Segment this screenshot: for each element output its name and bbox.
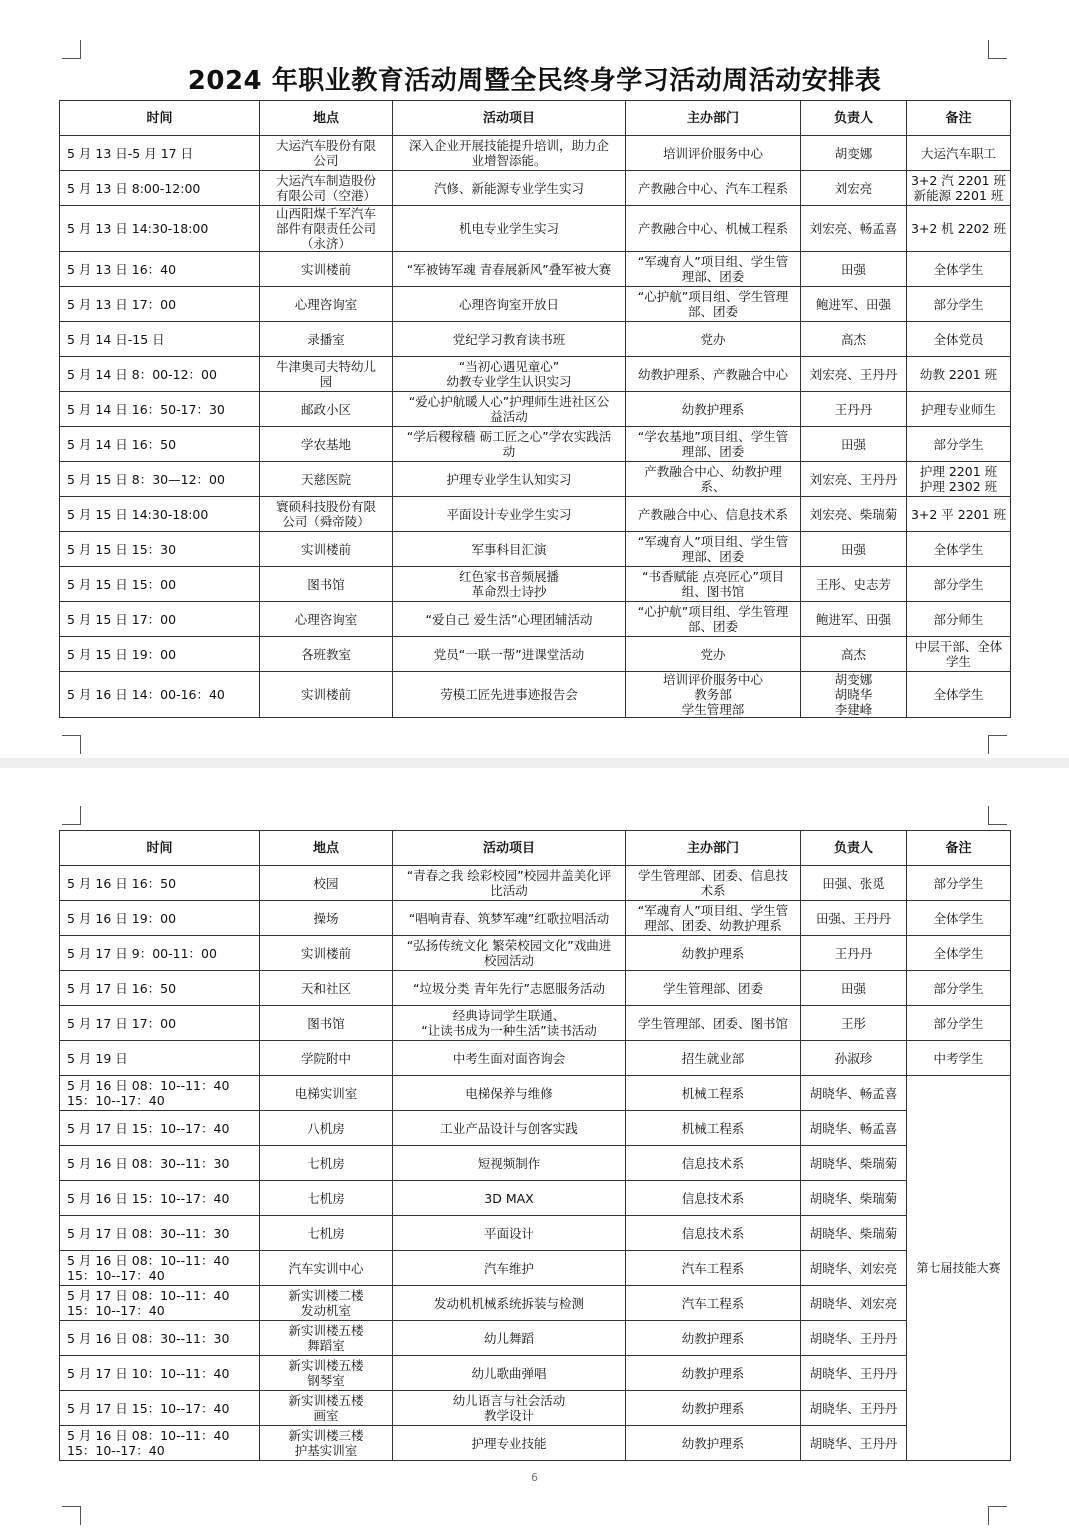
activity-cell: 幼儿舞蹈 xyxy=(393,1321,626,1356)
time-cell: 5 月 15 日 15：30 xyxy=(60,532,260,567)
table-row xyxy=(60,602,1011,637)
dept-cell: 汽车工程系 xyxy=(626,1251,801,1286)
dept-cell: “心护航”项目组、学生管理 部、团委 xyxy=(626,287,801,322)
note-cell: 全体学生 xyxy=(907,252,1011,287)
note-cell: 部分学生 xyxy=(907,971,1011,1006)
time-cell: 5 月 16 日 16：50 xyxy=(60,866,260,901)
dept-cell: “军魂育人”项目组、学生管 理部、团委 xyxy=(626,532,801,567)
place-cell: 录播室 xyxy=(260,322,393,357)
document-title: 2024 年职业教育活动周暨全民终身学习活动周活动安排表 xyxy=(187,66,882,96)
header-note: 备注 xyxy=(907,831,1011,866)
crop-mark xyxy=(62,40,81,59)
time-cell: 5 月 15 日 8：30—12：00 xyxy=(60,462,260,497)
time-cell: 5 月 14 日 8：00-12：00 xyxy=(60,357,260,392)
note-cell: 部分学生 xyxy=(907,866,1011,901)
time-cell: 5 月 17 日 08：10--11：40 15：10--17：40 xyxy=(60,1286,260,1321)
dept-cell: 汽车工程系 xyxy=(626,1286,801,1321)
note-cell: 部分师生 xyxy=(907,602,1011,637)
dept-cell: 培训评价服务中心 教务部 学生管理部 xyxy=(626,672,801,718)
owner-cell: 胡变娜 胡晓华 李建峰 xyxy=(801,672,907,718)
owner-cell: 高杰 xyxy=(801,322,907,357)
crop-mark xyxy=(988,40,1007,59)
table-row xyxy=(60,1076,1011,1111)
crop-mark xyxy=(988,806,1007,825)
owner-cell: 刘宏亮、王丹丹 xyxy=(801,462,907,497)
place-cell: 大运汽车制造股份 有限公司（空港） xyxy=(260,171,393,206)
dept-cell: “军魂育人”项目组、学生管 理部、团委 xyxy=(626,252,801,287)
note-cell: 3+2 平 2201 班 xyxy=(907,497,1011,532)
table-row xyxy=(60,1356,1011,1391)
note-cell: 全体学生 xyxy=(907,901,1011,936)
dept-cell: 培训评价服务中心 xyxy=(626,136,801,171)
header-place: 地点 xyxy=(260,101,393,136)
header-dept: 主办部门 xyxy=(626,831,801,866)
dept-cell: 幼教护理系、产教融合中心 xyxy=(626,357,801,392)
activity-cell: 红色家书音频展播 革命烈士诗抄 xyxy=(393,567,626,602)
dept-cell: “学农基地”项目组、学生管 理部、团委 xyxy=(626,427,801,462)
place-cell: 汽车实训中心 xyxy=(260,1251,393,1286)
activity-cell: 深入企业开展技能提升培训，助力企 业增智添能。 xyxy=(393,136,626,171)
table-row xyxy=(60,357,1011,392)
owner-cell: 刘宏亮、畅孟喜 xyxy=(801,206,907,252)
note-cell: 护理 2201 班 护理 2302 班 xyxy=(907,462,1011,497)
time-cell: 5 月 17 日 15：10--17：40 xyxy=(60,1391,260,1426)
time-cell: 5 月 16 日 08：30--11：30 xyxy=(60,1146,260,1181)
table-row xyxy=(60,1041,1011,1076)
table-row xyxy=(60,672,1011,718)
dept-cell: “书香赋能 点亮匠心”项目 组、图书馆 xyxy=(626,567,801,602)
table-row xyxy=(60,1426,1011,1461)
dept-cell: 党办 xyxy=(626,322,801,357)
time-cell: 5 月 14 日-15 日 xyxy=(60,322,260,357)
time-cell: 5 月 15 日 15：00 xyxy=(60,567,260,602)
place-cell: 大运汽车股份有限 公司 xyxy=(260,136,393,171)
place-cell: 七机房 xyxy=(260,1146,393,1181)
note-cell: 中层干部、全体 学生 xyxy=(907,637,1011,672)
owner-cell: 田强 xyxy=(801,971,907,1006)
table-row xyxy=(60,1321,1011,1356)
owner-cell: 胡晓华、柴瑞菊 xyxy=(801,1181,907,1216)
dept-cell: 党办 xyxy=(626,637,801,672)
place-cell: 新实训楼五楼 画室 xyxy=(260,1391,393,1426)
place-cell: 实训楼前 xyxy=(260,532,393,567)
crop-mark xyxy=(988,1506,1007,1525)
activity-cell: 幼儿语言与社会活动 教学设计 xyxy=(393,1391,626,1426)
activity-cell: 工业产品设计与创客实践 xyxy=(393,1111,626,1146)
activity-cell: “青春之我 绘彩校园”校园井盖美化评 比活动 xyxy=(393,866,626,901)
table-row xyxy=(60,1216,1011,1251)
time-cell: 5 月 15 日 14:30-18:00 xyxy=(60,497,260,532)
place-cell: 操场 xyxy=(260,901,393,936)
owner-cell: 田强、王丹丹 xyxy=(801,901,907,936)
place-cell: 心理咨询室 xyxy=(260,287,393,322)
header-owner: 负责人 xyxy=(801,831,907,866)
dept-cell: “心护航”项目组、学生管理 部、团委 xyxy=(626,602,801,637)
table-row xyxy=(60,427,1011,462)
activity-cell: 汽修、新能源专业学生实习 xyxy=(393,171,626,206)
note-cell: 全体学生 xyxy=(907,532,1011,567)
activity-cell: 3D MAX xyxy=(393,1181,626,1216)
dept-cell: 机械工程系 xyxy=(626,1111,801,1146)
crop-mark xyxy=(62,806,81,825)
activity-cell: 汽车维护 xyxy=(393,1251,626,1286)
note-cell: 大运汽车职工 xyxy=(907,136,1011,171)
table-row xyxy=(60,171,1011,206)
table-row xyxy=(60,1111,1011,1146)
activity-cell: 护理专业学生认知实习 xyxy=(393,462,626,497)
dept-cell: 幼教护理系 xyxy=(626,1321,801,1356)
activity-cell: 机电专业学生实习 xyxy=(393,206,626,252)
activity-cell: “爱心护航暖人心”护理师生进社区公 益活动 xyxy=(393,392,626,427)
note-cell: 全体学生 xyxy=(907,672,1011,718)
owner-cell: 田强、张觅 xyxy=(801,866,907,901)
owner-cell: 孙淑珍 xyxy=(801,1041,907,1076)
time-cell: 5 月 17 日 08：30--11：30 xyxy=(60,1216,260,1251)
header-time: 时间 xyxy=(60,101,260,136)
place-cell: 学农基地 xyxy=(260,427,393,462)
schedule-table-1 xyxy=(59,100,1011,718)
dept-cell: 学生管理部、团委、图书馆 xyxy=(626,1006,801,1041)
activity-cell: 中考生面对面咨询会 xyxy=(393,1041,626,1076)
owner-cell: 胡晓华、柴瑞菊 xyxy=(801,1216,907,1251)
activity-cell: 党员“一联一帮”进课堂活动 xyxy=(393,637,626,672)
dept-cell: 机械工程系 xyxy=(626,1076,801,1111)
header-activity: 活动项目 xyxy=(393,831,626,866)
time-cell: 5 月 17 日 10：10--11：40 xyxy=(60,1356,260,1391)
place-cell: 山西阳煤千军汽车 部件有限责任公司 （永济） xyxy=(260,206,393,252)
activity-cell: “唱响青春、筑梦军魂”红歌拉唱活动 xyxy=(393,901,626,936)
dept-cell: 幼教护理系 xyxy=(626,1356,801,1391)
owner-cell: 胡晓华、王丹丹 xyxy=(801,1391,907,1426)
place-cell: 心理咨询室 xyxy=(260,602,393,637)
table-row xyxy=(60,322,1011,357)
dept-cell: 幼教护理系 xyxy=(626,936,801,971)
owner-cell: 刘宏亮、柴瑞菊 xyxy=(801,497,907,532)
note-cell: 中考学生 xyxy=(907,1041,1011,1076)
owner-cell: 胡晓华、王丹丹 xyxy=(801,1321,907,1356)
contest-note-cell: 第七届技能大赛 xyxy=(907,1076,1011,1461)
activity-cell: “学后稷稼穑 砺工匠之心”学农实践活 动 xyxy=(393,427,626,462)
owner-cell: 王丹丹 xyxy=(801,936,907,971)
dept-cell: 产教融合中心、信息技术系 xyxy=(626,497,801,532)
crop-mark xyxy=(62,735,81,754)
table-row xyxy=(60,1006,1011,1041)
note-cell: 部分学生 xyxy=(907,287,1011,322)
table-row xyxy=(60,136,1011,171)
place-cell: 实训楼前 xyxy=(260,672,393,718)
table-row xyxy=(60,287,1011,322)
owner-cell: 胡晓华、王丹丹 xyxy=(801,1426,907,1461)
place-cell: 牛津奥司夫特幼儿 园 xyxy=(260,357,393,392)
dept-cell: 幼教护理系 xyxy=(626,392,801,427)
document-page-2 xyxy=(0,768,1069,1531)
activity-cell: 电梯保养与维修 xyxy=(393,1076,626,1111)
table-row xyxy=(60,497,1011,532)
note-cell: 全体学生 xyxy=(907,936,1011,971)
activity-cell: 幼儿歌曲弹唱 xyxy=(393,1356,626,1391)
table-row xyxy=(60,637,1011,672)
place-cell: 天慈医院 xyxy=(260,462,393,497)
place-cell: 新实训楼五楼 舞蹈室 xyxy=(260,1321,393,1356)
time-cell: 5 月 13 日 8:00-12:00 xyxy=(60,171,260,206)
place-cell: 七机房 xyxy=(260,1216,393,1251)
time-cell: 5 月 13 日-5 月 17 日 xyxy=(60,136,260,171)
table-row xyxy=(60,1146,1011,1181)
place-cell: 校园 xyxy=(260,866,393,901)
activity-cell: 经典诗词学生联通、 “让读书成为一种生活”读书活动 xyxy=(393,1006,626,1041)
time-cell: 5 月 16 日 15：10--17：40 xyxy=(60,1181,260,1216)
dept-cell: 信息技术系 xyxy=(626,1146,801,1181)
table-row xyxy=(60,1181,1011,1216)
activity-cell: “爱自己 爱生活”心理团辅活动 xyxy=(393,602,626,637)
activity-cell: 平面设计专业学生实习 xyxy=(393,497,626,532)
time-cell: 5 月 17 日 16：50 xyxy=(60,971,260,1006)
document-page-1 xyxy=(0,0,1069,758)
table-row xyxy=(60,392,1011,427)
time-cell: 5 月 16 日 08：30--11：30 xyxy=(60,1321,260,1356)
place-cell: 实训楼前 xyxy=(260,252,393,287)
activity-cell: 军事科目汇演 xyxy=(393,532,626,567)
activity-cell: 劳模工匠先进事迹报告会 xyxy=(393,672,626,718)
note-cell: 部分学生 xyxy=(907,1006,1011,1041)
dept-cell: 产教融合中心、幼教护理 系、 xyxy=(626,462,801,497)
owner-cell: 田强 xyxy=(801,427,907,462)
owner-cell: 田强 xyxy=(801,252,907,287)
dept-cell: 学生管理部、团委 xyxy=(626,971,801,1006)
place-cell: 八机房 xyxy=(260,1111,393,1146)
place-cell: 新实训楼五楼 钢琴室 xyxy=(260,1356,393,1391)
table-row xyxy=(60,567,1011,602)
time-cell: 5 月 15 日 17：00 xyxy=(60,602,260,637)
activity-cell: “弘扬传统文化 繁荣校园文化”戏曲进 校园活动 xyxy=(393,936,626,971)
activity-cell: 党纪学习教育读书班 xyxy=(393,322,626,357)
owner-cell: 王彤 xyxy=(801,1006,907,1041)
owner-cell: 田强 xyxy=(801,532,907,567)
dept-cell: 产教融合中心、机械工程系 xyxy=(626,206,801,252)
activity-cell: 短视频制作 xyxy=(393,1146,626,1181)
table-row xyxy=(60,462,1011,497)
place-cell: 图书馆 xyxy=(260,567,393,602)
time-cell: 5 月 16 日 14：00-16：40 xyxy=(60,672,260,718)
owner-cell: 王彤、史志芳 xyxy=(801,567,907,602)
dept-cell: 产教融合中心、汽车工程系 xyxy=(626,171,801,206)
activity-cell: “当初心遇见童心” 幼教专业学生认识实习 xyxy=(393,357,626,392)
table-row xyxy=(60,1391,1011,1426)
place-cell: 实训楼前 xyxy=(260,936,393,971)
note-cell: 全体党员 xyxy=(907,322,1011,357)
time-cell: 5 月 15 日 19：00 xyxy=(60,637,260,672)
owner-cell: 鲍进军、田强 xyxy=(801,287,907,322)
table-row xyxy=(60,252,1011,287)
note-cell: 部分学生 xyxy=(907,567,1011,602)
note-cell: 护理专业师生 xyxy=(907,392,1011,427)
time-cell: 5 月 16 日 08：10--11：40 15：10--17：40 xyxy=(60,1251,260,1286)
table-header-row xyxy=(60,101,1011,136)
dept-cell: 学生管理部、团委、信息技 术系 xyxy=(626,866,801,901)
table-row xyxy=(60,936,1011,971)
owner-cell: 刘宏亮 xyxy=(801,171,907,206)
owner-cell: 胡晓华、王丹丹 xyxy=(801,1356,907,1391)
owner-cell: 王丹丹 xyxy=(801,392,907,427)
owner-cell: 高杰 xyxy=(801,637,907,672)
dept-cell: 信息技术系 xyxy=(626,1181,801,1216)
header-owner: 负责人 xyxy=(801,101,907,136)
place-cell: 图书馆 xyxy=(260,1006,393,1041)
place-cell: 新实训楼三楼 护基实训室 xyxy=(260,1426,393,1461)
owner-cell: 胡晓华、刘宏亮 xyxy=(801,1286,907,1321)
activity-cell: “军被铸军魂 青春展新风”叠军被大赛 xyxy=(393,252,626,287)
table-row xyxy=(60,1251,1011,1286)
activity-cell: “垃圾分类 青年先行”志愿服务活动 xyxy=(393,971,626,1006)
table-row xyxy=(60,206,1011,252)
owner-cell: 胡晓华、畅孟喜 xyxy=(801,1076,907,1111)
dept-cell: 幼教护理系 xyxy=(626,1391,801,1426)
owner-cell: 胡晓华、柴瑞菊 xyxy=(801,1146,907,1181)
table-header-row xyxy=(60,831,1011,866)
place-cell: 天和社区 xyxy=(260,971,393,1006)
page-number: 6 xyxy=(531,1471,538,1484)
activity-cell: 平面设计 xyxy=(393,1216,626,1251)
activity-cell: 护理专业技能 xyxy=(393,1426,626,1461)
header-dept: 主办部门 xyxy=(626,101,801,136)
time-cell: 5 月 13 日 16：40 xyxy=(60,252,260,287)
place-cell: 邮政小区 xyxy=(260,392,393,427)
place-cell: 学院附中 xyxy=(260,1041,393,1076)
time-cell: 5 月 16 日 19：00 xyxy=(60,901,260,936)
owner-cell: 胡变娜 xyxy=(801,136,907,171)
header-note: 备注 xyxy=(907,101,1011,136)
time-cell: 5 月 19 日 xyxy=(60,1041,260,1076)
crop-mark xyxy=(988,735,1007,754)
time-cell: 5 月 14 日 16：50-17：30 xyxy=(60,392,260,427)
note-cell: 幼教 2201 班 xyxy=(907,357,1011,392)
table-row xyxy=(60,532,1011,567)
time-cell: 5 月 17 日 17：00 xyxy=(60,1006,260,1041)
time-cell: 5 月 17 日 9：00-11：00 xyxy=(60,936,260,971)
table-row xyxy=(60,866,1011,901)
table-row xyxy=(60,1286,1011,1321)
time-cell: 5 月 16 日 08：10--11：40 15：10--17：40 xyxy=(60,1426,260,1461)
crop-mark xyxy=(62,1506,81,1525)
header-activity: 活动项目 xyxy=(393,101,626,136)
dept-cell: “军魂育人”项目组、学生管 理部、团委、幼教护理系 xyxy=(626,901,801,936)
owner-cell: 鲍进军、田强 xyxy=(801,602,907,637)
place-cell: 七机房 xyxy=(260,1181,393,1216)
time-cell: 5 月 13 日 14:30-18:00 xyxy=(60,206,260,252)
place-cell: 新实训楼二楼 发动机室 xyxy=(260,1286,393,1321)
note-cell: 3+2 汽 2201 班 新能源 2201 班 xyxy=(907,171,1011,206)
table-row xyxy=(60,971,1011,1006)
owner-cell: 胡晓华、刘宏亮 xyxy=(801,1251,907,1286)
owner-cell: 胡晓华、畅孟喜 xyxy=(801,1111,907,1146)
dept-cell: 幼教护理系 xyxy=(626,1426,801,1461)
time-cell: 5 月 13 日 17：00 xyxy=(60,287,260,322)
note-cell: 部分学生 xyxy=(907,427,1011,462)
time-cell: 5 月 16 日 08：10--11：40 15：10--17：40 xyxy=(60,1076,260,1111)
dept-cell: 信息技术系 xyxy=(626,1216,801,1251)
owner-cell: 刘宏亮、王丹丹 xyxy=(801,357,907,392)
schedule-table-2 xyxy=(59,830,1011,1461)
time-cell: 5 月 17 日 15：10--17：40 xyxy=(60,1111,260,1146)
place-cell: 电梯实训室 xyxy=(260,1076,393,1111)
header-time: 时间 xyxy=(60,831,260,866)
note-cell: 3+2 机 2202 班 xyxy=(907,206,1011,252)
dept-cell: 招生就业部 xyxy=(626,1041,801,1076)
activity-cell: 心理咨询室开放日 xyxy=(393,287,626,322)
place-cell: 寰硕科技股份有限 公司（舜帝陵） xyxy=(260,497,393,532)
activity-cell: 发动机机械系统拆装与检测 xyxy=(393,1286,626,1321)
time-cell: 5 月 14 日 16：50 xyxy=(60,427,260,462)
table-row xyxy=(60,901,1011,936)
header-place: 地点 xyxy=(260,831,393,866)
place-cell: 各班教室 xyxy=(260,637,393,672)
